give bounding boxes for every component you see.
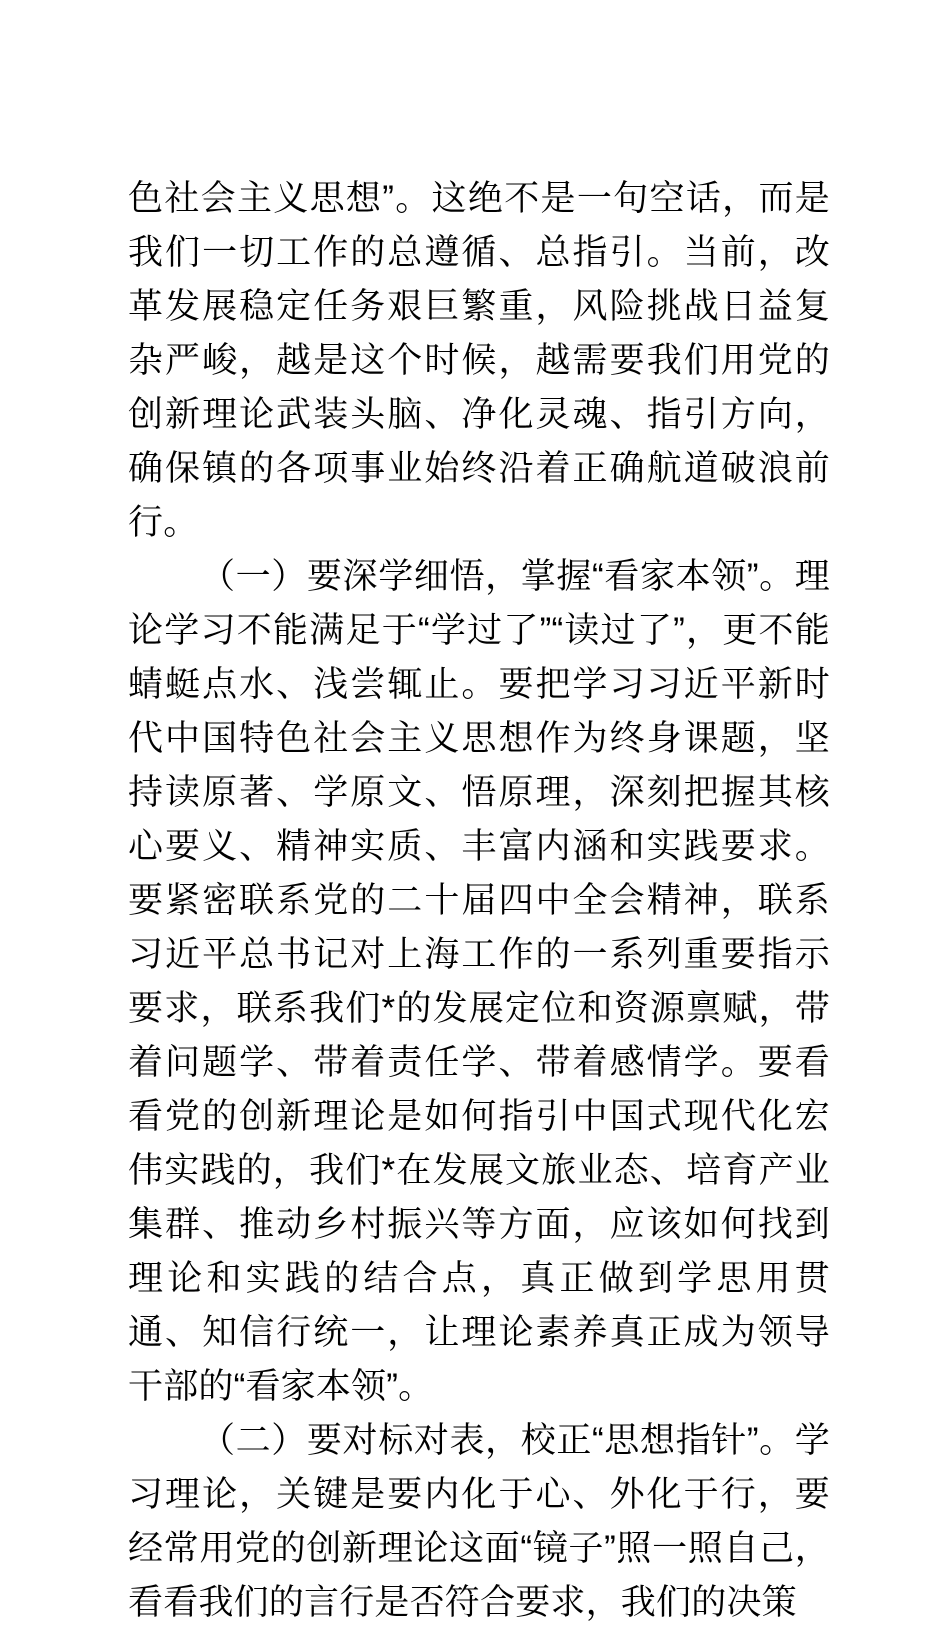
paragraph-continuation: 色社会主义思想”。这绝不是一句空话，而是我们一切工作的总遵循、总指引。当前，改革发展稳定任务艰巨繁重，风险挑战日益复杂严峻，越是这个时候，越需要我们用党的创新理论武装头脑、净化灵魂、指引方向，确保镇的各项事业始终沿着正确航道破浪前行。 (128, 179, 830, 542)
paragraph-section-one: （一）要深学细悟，掌握“看家本领”。理论学习不能满足于“学过了”“读过了”，更不能蜻蜓点水、浅尝辄止。要把学习习近平新时代中国特色社会主义思想作为终身课题，坚持读原著、学原文、悟原理，深刻把握其核心要义、精神实质、丰富内涵和实践要求。要紧密联系党的二十届四中全会精神，联系习近平总书记对上海工作的一系列重要指示要求，联系我们*的发展定位和资源禀赋，带着问题学、带着责任学、带着感情学。要看看党的创新理论是如何指引中国式现代化宏伟实践的，我们*在发展文旅业态、培育产业集群、推动乡村振兴等方面，应该如何找到理论和实践的结合点，真正做到学思用贯通、知信行统一，让理论素养真正成为领导干部的“看家本领”。 (128, 557, 830, 1406)
paragraph-section-two: （二）要对标对表，校正“思想指针”。学习理论，关键是要内化于心、外化于行，要经常用党的创新理论这面“镜子”照一照自己，看看我们的言行是否符合要求，我们的决策 (128, 1421, 830, 1622)
document-text-body (128, 172, 830, 1630)
